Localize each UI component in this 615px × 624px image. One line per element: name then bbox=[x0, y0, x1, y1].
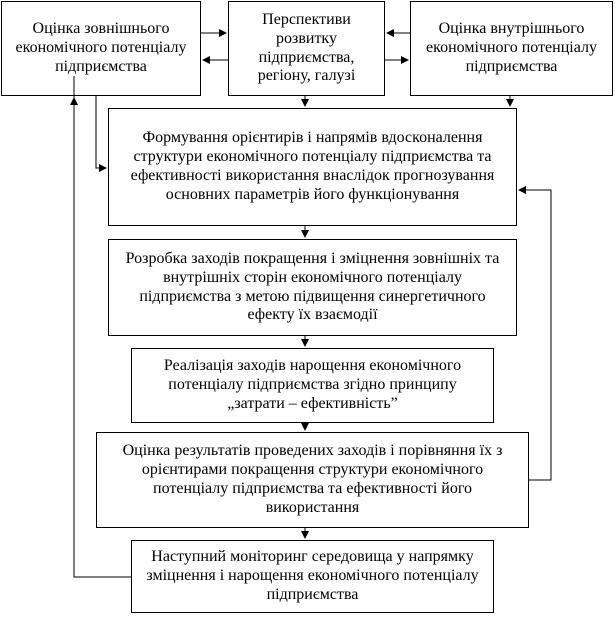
monitoring-label: Наступний моніторинг середовища у напрямку зміцнення і нарощення економічного потенціалу підприємства bbox=[146, 548, 479, 603]
evaluation-label: Оцінка результатів проведених заходів і порівняння їх з орієнтирами покращення структури економічного потенціалу підприємства та ефективності його використання bbox=[122, 442, 503, 516]
arrow-external-to-formation bbox=[96, 96, 106, 168]
arrow-evaluation-feedback-to-formation bbox=[519, 190, 551, 480]
arrow-monitoring-feedback-to-external bbox=[74, 76, 131, 577]
external-potential-label: Оцінка зовнішнього економічного потенціалу підприємства bbox=[15, 20, 187, 75]
implementation-label: Реалізація заходів нарощення економічного потенціалу підприємства згідно принципу „затрати – ефективність” bbox=[163, 357, 462, 412]
development-label: Розробка заходів покращення і зміцнення зовнішніх та внутрішніх сторін економічного потенціалу підприємства з метою підвищення синергетичного ефекту їх взаємодії bbox=[125, 249, 500, 324]
internal-potential-label: Оцінка внутрішнього економічного потенціалу підприємства bbox=[426, 20, 597, 75]
formation-label: Формування орієнтирів і напрямів вдосконалення структури економічного потенціалу підприємства та ефективності використання внаслідок прогнозування основних параметрів його функціонування bbox=[130, 129, 495, 203]
perspectives-label: Перспективи розвитку підприємства, регіону, галузі bbox=[257, 10, 356, 85]
